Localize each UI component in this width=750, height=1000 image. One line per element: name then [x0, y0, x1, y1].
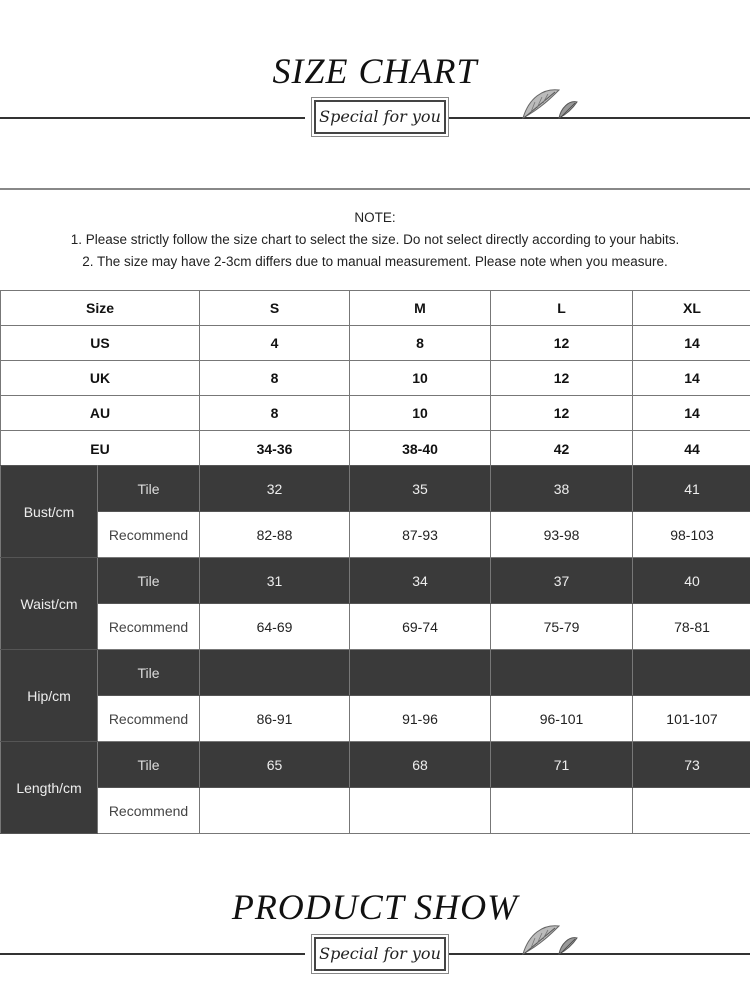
size-conversion-table	[0, 290, 750, 468]
length-tile-row	[1, 742, 750, 788]
recommend-value: 78-81	[633, 604, 750, 650]
size-value-cell: 34-36	[200, 431, 350, 468]
length-label: Length/cm	[1, 742, 98, 834]
size-header-cell: M	[350, 291, 491, 326]
size-value-cell: 38-40	[350, 431, 491, 468]
bust-recommend-row	[1, 512, 750, 558]
tile-value: 65	[200, 742, 350, 788]
tile-value: 37	[491, 558, 633, 604]
header-line-right	[448, 117, 750, 119]
recommend-value: 98-103	[633, 512, 750, 558]
waist-label: Waist/cm	[1, 558, 98, 650]
size-region-cell: US	[1, 326, 200, 361]
tile-value	[350, 650, 491, 696]
product-show-title: PRODUCT SHOW	[231, 887, 519, 927]
note-block	[0, 207, 750, 273]
tile-value: 35	[350, 466, 491, 512]
tile-value: 73	[633, 742, 750, 788]
size-value-cell: 10	[350, 361, 491, 396]
tile-value: 40	[633, 558, 750, 604]
recommend-value: 87-93	[350, 512, 491, 558]
size-header-cell: S	[200, 291, 350, 326]
recommend-label: Recommend	[98, 696, 200, 742]
waist-tile-row	[1, 558, 750, 604]
size-row-uk	[1, 361, 750, 396]
section-separator	[0, 188, 750, 190]
size-row-us	[1, 326, 750, 361]
recommend-value: 75-79	[491, 604, 633, 650]
size-value-cell: 14	[633, 396, 750, 431]
size-row-au	[1, 396, 750, 431]
size-chart-title: SIZE CHART	[272, 51, 478, 91]
footer-line-left	[0, 953, 305, 955]
bust-label: Bust/cm	[1, 466, 98, 558]
tile-label: Tile	[98, 558, 200, 604]
size-region-cell: UK	[1, 361, 200, 396]
tile-label: Tile	[98, 742, 200, 788]
tile-value	[491, 650, 633, 696]
recommend-value: 101-107	[633, 696, 750, 742]
tile-label: Tile	[98, 466, 200, 512]
recommend-value	[491, 788, 633, 834]
note-heading: NOTE:	[354, 210, 396, 225]
recommend-label: Recommend	[98, 512, 200, 558]
recommend-value: 64-69	[200, 604, 350, 650]
feather-leaf-icon	[515, 84, 585, 120]
recommend-value: 93-98	[491, 512, 633, 558]
size-value-cell: 42	[491, 431, 633, 468]
tile-label: Tile	[98, 650, 200, 696]
size-region-cell: EU	[1, 431, 200, 468]
size-header-row	[1, 291, 750, 326]
recommend-value: 69-74	[350, 604, 491, 650]
size-value-cell: 8	[200, 396, 350, 431]
header-line-left	[0, 117, 305, 119]
size-row-eu	[1, 431, 750, 468]
length-recommend-row	[1, 788, 750, 834]
size-value-cell: 12	[491, 361, 633, 396]
tile-value	[200, 650, 350, 696]
tile-value	[633, 650, 750, 696]
size-value-cell: 10	[350, 396, 491, 431]
size-region-cell: AU	[1, 396, 200, 431]
recommend-label: Recommend	[98, 788, 200, 834]
tile-value: 31	[200, 558, 350, 604]
size-value-cell: 4	[200, 326, 350, 361]
size-value-cell: 14	[633, 361, 750, 396]
recommend-value: 86-91	[200, 696, 350, 742]
footer-line-right	[448, 953, 750, 955]
measurement-table	[0, 465, 750, 834]
feather-leaf-icon	[515, 920, 585, 956]
footer-tagline: Special for you	[314, 937, 446, 971]
note-line-1: 1. Please strictly follow the size chart to select the size. Do not select directly according to your habits.	[70, 232, 680, 247]
tile-value: 41	[633, 466, 750, 512]
size-value-cell: 12	[491, 326, 633, 361]
recommend-value: 82-88	[200, 512, 350, 558]
recommend-label: Recommend	[98, 604, 200, 650]
size-value-cell: 8	[200, 361, 350, 396]
size-value-cell: 12	[491, 396, 633, 431]
bust-tile-row	[1, 466, 750, 512]
tile-value: 34	[350, 558, 491, 604]
hip-label: Hip/cm	[1, 650, 98, 742]
size-header-cell: L	[491, 291, 633, 326]
hip-recommend-row	[1, 696, 750, 742]
recommend-value	[350, 788, 491, 834]
recommend-value: 96-101	[491, 696, 633, 742]
header-tagline: Special for you	[314, 100, 446, 134]
size-header-cell: XL	[633, 291, 750, 326]
size-value-cell: 14	[633, 326, 750, 361]
tile-value: 38	[491, 466, 633, 512]
note-line-2: 2. The size may have 2-3cm differs due to manual measurement. Please note when you measure.	[82, 254, 668, 269]
recommend-value	[633, 788, 750, 834]
size-header-cell: Size	[1, 291, 200, 326]
recommend-value	[200, 788, 350, 834]
recommend-value: 91-96	[350, 696, 491, 742]
tile-value: 32	[200, 466, 350, 512]
hip-tile-row	[1, 650, 750, 696]
size-value-cell: 44	[633, 431, 750, 468]
waist-recommend-row	[1, 604, 750, 650]
tile-value: 71	[491, 742, 633, 788]
tile-value: 68	[350, 742, 491, 788]
size-value-cell: 8	[350, 326, 491, 361]
